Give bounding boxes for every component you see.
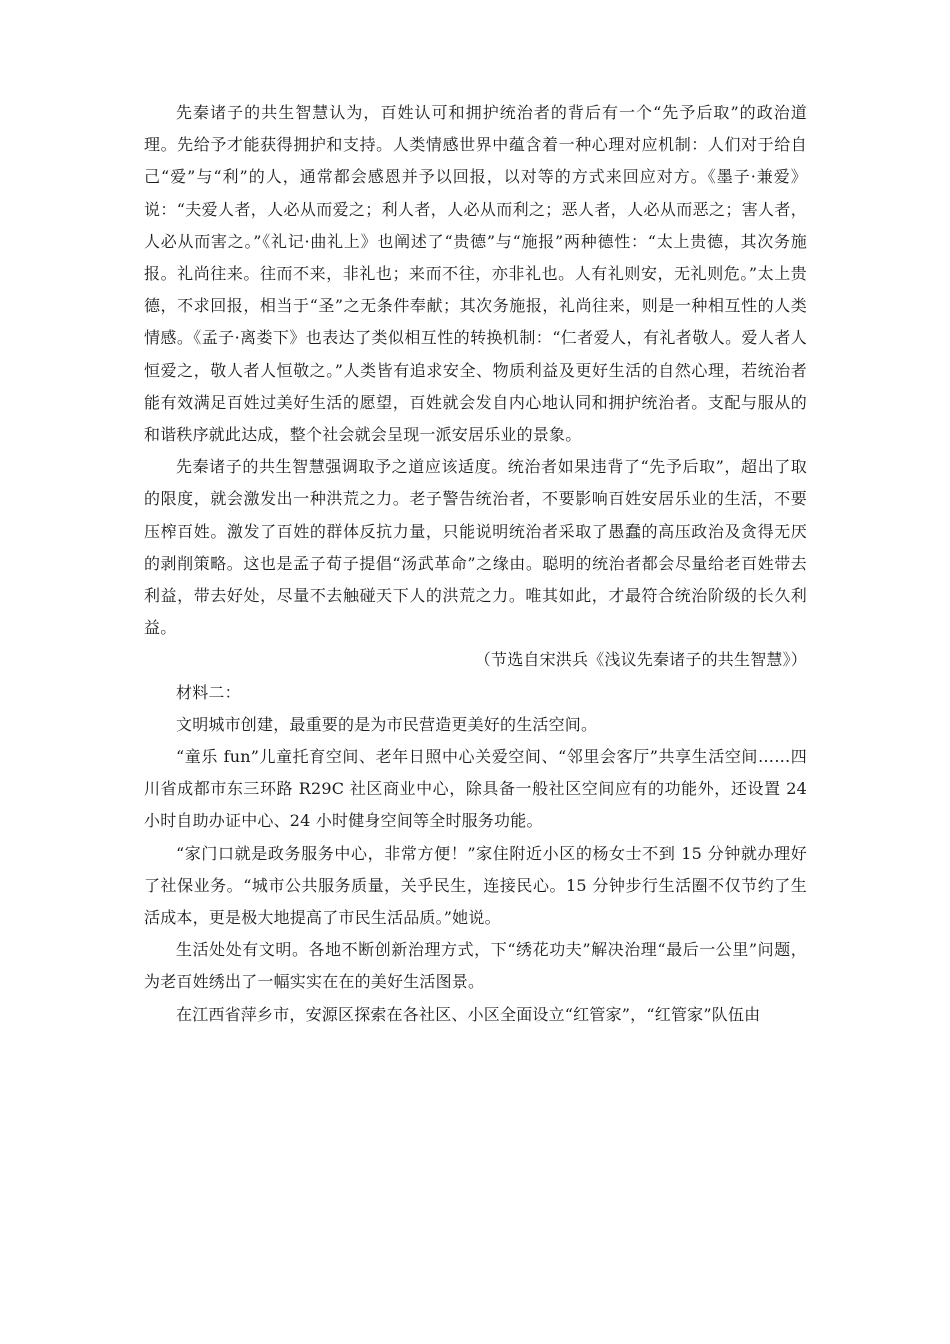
paragraph: 文明城市创建，最重要的是为市民营造更美好的生活空间。 (176, 714, 598, 734)
material-heading: 材料二： (176, 682, 241, 702)
paragraph: 先秦诸子的共生智慧强调取予之道应该适度。统治者如果违背了“先予后取”，超出了取的限度，就会激发出一种洪荒之力。老子警告统治者，不要影响百姓安居乐业的生活，不要压榨百姓。激发了百姓的群体反抗力量，只能说明统治者采取了愚蠢的高压政治及贪得无厌的剥削策略。这也是孟子荀子提倡“汤武革命”之缘由。聪明的统治者都会尽量给老百姓带去利益，带去好处，尽量不去触碰天下人的洪荒之力。唯其如此，才最符合统治阶级的长久利益。 (144, 457, 807, 638)
document-page (144, 97, 807, 1031)
source-citation: （节选自宋洪兵《浅议先秦诸子的共生智慧》） (474, 650, 807, 670)
paragraph: 先秦诸子的共生智慧认为，百姓认可和拥护统治者的背后有一个“先予后取”的政治道理。先给予才能获得拥护和支持。人类情感世界中蕴含着一种心理对应机制：人们对于给自己“爱”与“利”的人，通常都会感恩并予以回报，以对等的方式来回应对方。《墨子·兼爱》说：“夫爱人者，人必从而爱之；利人者，人必从而利之；恶人者，人必从而恶之；害人者，人必从而害之。”《礼记·曲礼上》也阐述了“贵德”与“施报”两种德性：“太上贵德，其次务施报。礼尚往来。往而不来，非礼也；来而不往，亦非礼也。人有礼则安，无礼则危。”太上贵德，不求回报，相当于“圣”之无条件奉献；其次务施报，礼尚往来，则是一种相互性的人类情感。《孟子·离娄下》也表达了类似相互性的转换机制：“仁者爱人，有礼者敬人。爱人者人恒爱之，敬人者人恒敬之。”人类皆有追求安全、物质利益及更好生活的自然心理，若统治者能有效满足百姓过美好生活的愿望，百姓就会发自内心地认同和拥护统治者。支配与服从的和谐秩序就此达成，整个社会就会呈现一派安居乐业的景象。 (144, 103, 807, 445)
paragraph: “童乐 fun”儿童托育空间、老年日照中心关爱空间、“邻里会客厅”共享生活空间……四川省成都市东三环路 R29C 社区商业中心，除具备一般社区空间应有的功能外，还设置 24 小时自助办证中心、24 小时健身空间等全时服务功能。 (144, 747, 807, 831)
paragraph: “家门口就是政务服务中心，非常方便！”家住附近小区的杨女士不到 15 分钟就办理好了社保业务。“城市公共服务质量，关乎民生，连接民心。15 分钟步行生活圈不仅节约了生活成本，更是极大地提高了市民生活品质。”她说。 (144, 843, 807, 928)
paragraph: 生活处处有文明。各地不断创新治理方式，下“绣花功夫”解决治理“最后一公里”问题，为老百姓绣出了一幅实实在在的美好生活图景。 (144, 940, 807, 992)
paragraph: 在江西省萍乡市，安源区探索在各社区、小区全面设立“红管家”，“红管家”队伍由 (176, 1004, 761, 1024)
